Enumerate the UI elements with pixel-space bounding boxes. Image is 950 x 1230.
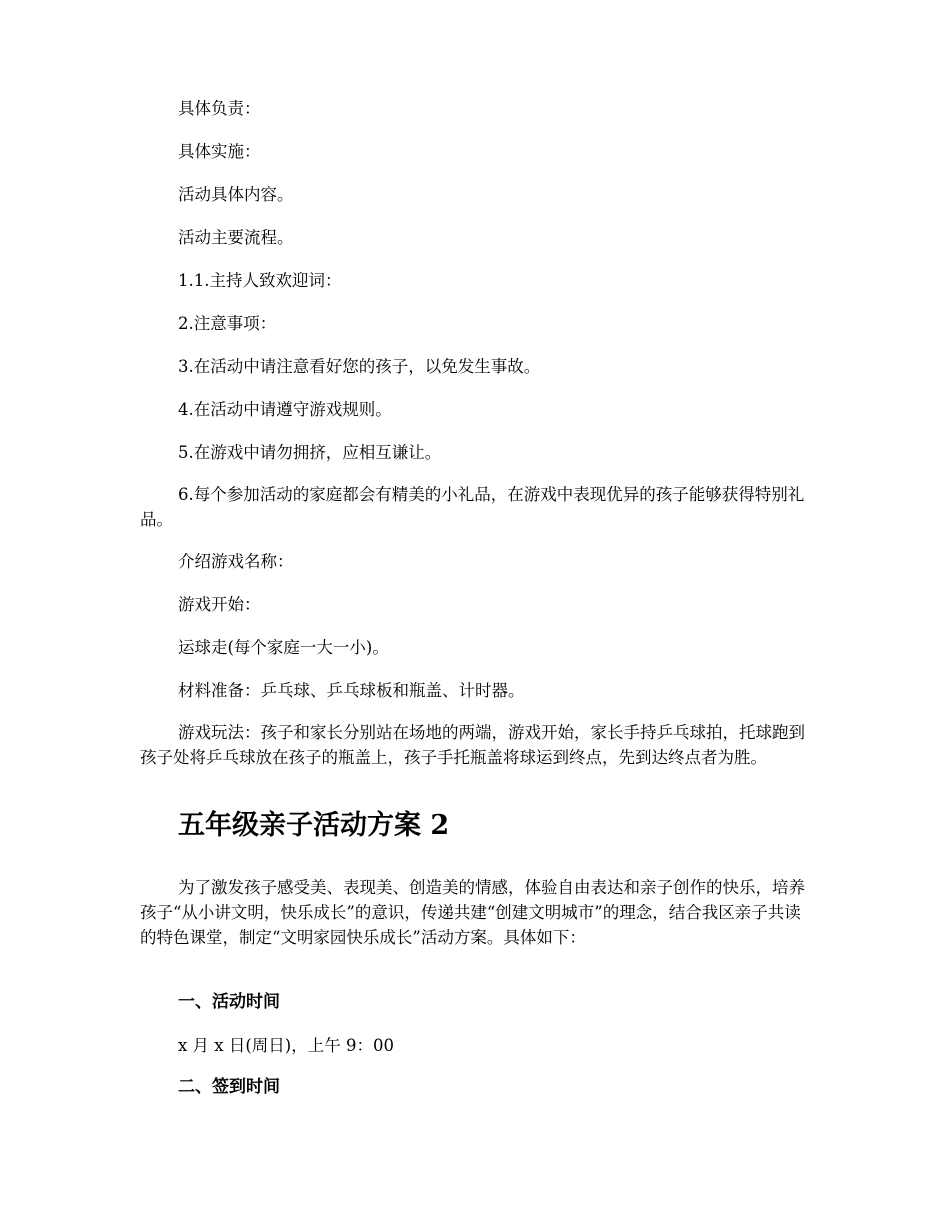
paragraph: 介绍游戏名称： — [178, 552, 294, 571]
paragraph: 5.在游戏中请勿拥挤，应相互谦让。 — [178, 443, 442, 462]
paragraph: 具体负责： — [178, 99, 261, 118]
paragraph: 材料准备：乒乓球、乒乓球板和瓶盖、计时器。 — [178, 681, 525, 700]
paragraph: 具体实施： — [178, 142, 261, 161]
paragraph: 游戏玩法：孩子和家长分别站在场地的两端，游戏开始，家长手持乒乓球拍，托球跑到孩子处将乒乓球放在孩子的瓶盖上，孩子手托瓶盖将球运到终点，先到达终点者为胜。 — [140, 723, 805, 767]
paragraph: 活动具体内容。 — [178, 185, 294, 204]
paragraph: 1.1.主持人致欢迎词： — [178, 271, 342, 290]
paragraph: 6.每个参加活动的家庭都会有精美的小礼品，在游戏中表现优异的孩子能够获得特别礼品。 — [140, 485, 805, 529]
paragraph: 2.注意事项： — [178, 314, 277, 333]
section-subheading: 一、活动时间 — [178, 992, 280, 1012]
paragraph: 活动主要流程。 — [178, 228, 294, 247]
section-subheading: 二、签到时间 — [178, 1077, 280, 1097]
section-title: 五年级亲子活动方案 2 — [178, 810, 450, 841]
paragraph: 游戏开始： — [178, 595, 261, 614]
paragraph: 运球走(每个家庭一大一小)。 — [178, 638, 389, 657]
paragraph: 为了激发孩子感受美、表现美、创造美的情感，体验自由表达和亲子创作的快乐，培养孩子“从小讲文明，快乐成长”的意识，传递共建“创建文明城市”的理念，结合我区亲子共读的特色课堂，制定“文明家园快乐成长”活动方案。具体如下： — [140, 878, 805, 947]
paragraph: 4.在活动中请遵守游戏规则。 — [178, 400, 392, 419]
paragraph: x 月 x 日(周日)，上午 9：00 — [178, 1036, 394, 1055]
paragraph: 3.在活动中请注意看好您的孩子，以免发生事故。 — [178, 357, 541, 376]
